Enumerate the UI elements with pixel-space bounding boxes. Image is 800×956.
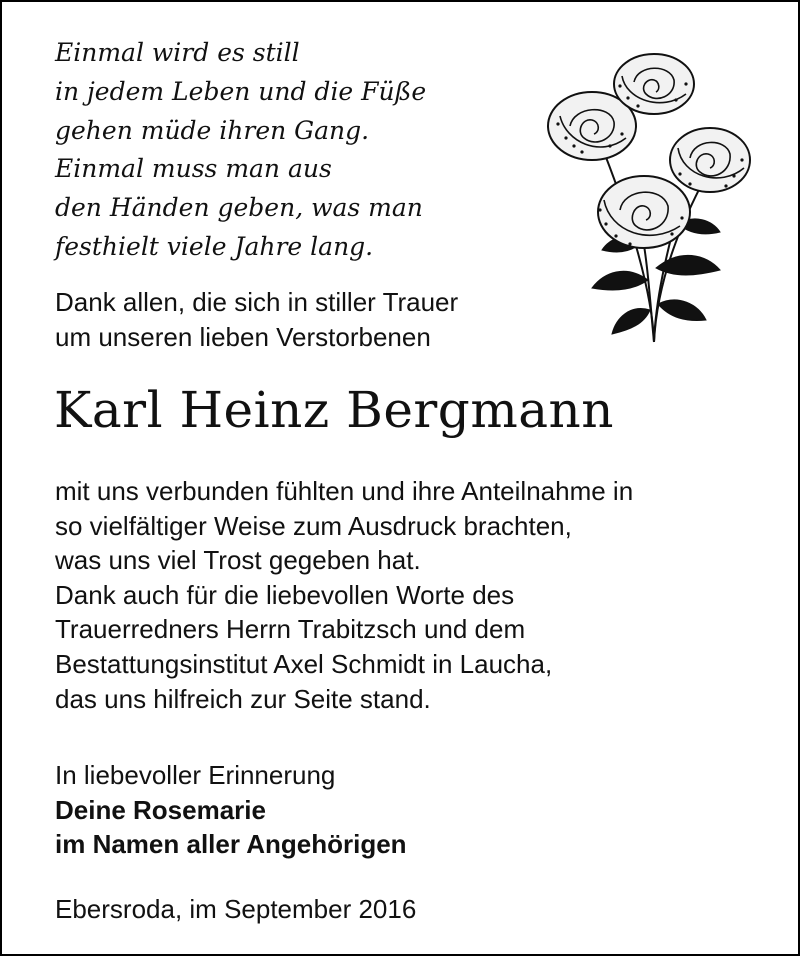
thanks-line: Bestattungsinstitut Axel Schmidt in Laucha, <box>55 648 553 679</box>
poem <box>55 34 426 267</box>
poem-line: festhielt viele Jahre lang. <box>55 231 374 261</box>
thanks-line: was uns viel Trost gegeben hat. <box>55 545 421 576</box>
thanks-line: Trauerredners Herrn Trabitzsch und dem <box>55 614 526 645</box>
signoff <box>55 758 407 862</box>
intro-line: um unseren lieben Verstorbenen <box>55 321 431 352</box>
thanks-line: so vielfältiger Weise zum Ausdruck brachten, <box>55 510 572 541</box>
deceased-name: Karl Heinz Bergmann <box>54 381 614 439</box>
poem-line: Einmal muss man aus <box>55 154 332 184</box>
signer-family: im Namen aller Angehörigen <box>55 829 407 860</box>
thanks-line: Dank auch für die liebevollen Worte des <box>55 579 515 610</box>
signer-name: Deine Rosemarie <box>55 794 266 825</box>
place-date: Ebersroda, im September 2016 <box>55 894 417 924</box>
roses-bouquet-icon <box>530 42 756 362</box>
poem-line: Einmal wird es still <box>55 38 300 67</box>
thanks-line: das uns hilfreich zur Seite stand. <box>55 683 431 714</box>
intro-line: Dank allen, die sich in stiller Trauer <box>55 287 459 317</box>
poem-line: den Händen geben, was man <box>55 193 423 223</box>
intro-text <box>55 285 458 354</box>
thanks-line: mit uns verbunden fühlten und ihre Anteilnahme in <box>55 476 634 506</box>
poem-line: in jedem Leben und die Füße <box>55 76 427 106</box>
thanks-text <box>55 474 633 716</box>
poem-line: gehen müde ihren Gang. <box>55 115 370 145</box>
signoff-line: In liebevoller Erinnerung <box>55 760 336 790</box>
